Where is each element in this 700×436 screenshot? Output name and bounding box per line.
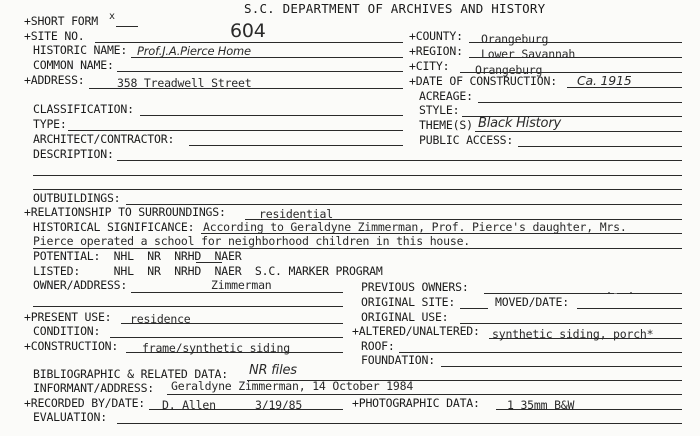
description-line-2	[33, 175, 682, 176]
photographic-label: +PHOTOGRAPHIC DATA:	[352, 396, 480, 410]
significance-value-1: According to Geraldyne Zimmerman, Prof. Pierce's daughter, Mrs.	[203, 220, 627, 234]
foundation-line	[441, 366, 682, 367]
present-use-label: +PRESENT USE:	[24, 310, 112, 324]
owner-label: OWNER/ADDRESS:	[33, 278, 128, 292]
type-line	[68, 130, 403, 131]
moved-date-line	[577, 308, 682, 309]
common-name-line	[117, 71, 403, 72]
description-line-1	[117, 160, 682, 161]
address-line	[89, 88, 403, 89]
public-access-line	[518, 146, 682, 147]
site-no-line	[95, 42, 403, 43]
scan-speck	[630, 292, 632, 293]
evaluation-line	[117, 423, 682, 424]
outbuildings-label: OUTBUILDINGS:	[33, 191, 121, 205]
altered-label: +ALTERED/UNALTERED:	[352, 324, 480, 338]
public-access-label: PUBLIC ACCESS:	[419, 133, 514, 147]
informant-label: INFORMANT/ADDRESS:	[33, 381, 155, 395]
city-label: +CITY:	[409, 59, 450, 73]
informant-line	[167, 394, 682, 395]
owner-value: Zimmerman	[211, 278, 272, 292]
short-form-underline	[116, 26, 138, 27]
theme-value: Black History	[478, 116, 561, 131]
roof-label: ROOF:	[361, 339, 395, 353]
bibliographic-value: NR files	[249, 363, 297, 378]
foundation-label: FOUNDATION:	[361, 353, 435, 367]
recorded-date-value: 3/19/85	[255, 398, 303, 412]
recorded-by-value: D. Allen	[162, 398, 216, 412]
previous-owners-label: PREVIOUS OWNERS:	[361, 280, 469, 294]
city-value: Orangeburg	[475, 63, 543, 77]
address-label: +ADDRESS:	[24, 73, 85, 87]
architect-line	[189, 145, 403, 146]
site-no-value: 604	[230, 20, 266, 42]
owner-line-2	[33, 306, 343, 307]
type-label: TYPE:	[33, 117, 67, 131]
potential-row: POTENTIAL: NHL NR NRHD NAER	[33, 249, 242, 263]
informant-value: Geraldyne Zimmerman, 14 October 1984	[171, 379, 414, 393]
scan-speck	[614, 293, 617, 294]
altered-value: synthetic siding, porch*	[492, 327, 654, 341]
construction-value: frame/synthetic siding	[142, 341, 290, 355]
moved-date-label: MOVED/DATE:	[495, 295, 569, 309]
common-name-label: COMMON NAME:	[33, 58, 114, 72]
acreage-label: ACREAGE:	[419, 89, 473, 103]
original-site-line	[460, 308, 488, 309]
style-label: STYLE:	[419, 103, 460, 117]
original-use-label: ORIGINAL USE:	[361, 310, 449, 324]
county-label: +COUNTY:	[409, 29, 463, 43]
region-value: Lower Savannah	[481, 47, 576, 61]
roof-line	[399, 352, 682, 353]
condition-line	[110, 337, 343, 338]
description-line-3	[33, 189, 682, 190]
evaluation-label: EVALUATION:	[33, 410, 107, 424]
classification-label: CLASSIFICATION:	[33, 102, 134, 116]
page-title: S.C. DEPARTMENT OF ARCHIVES AND HISTORY	[244, 1, 546, 16]
acreage-line	[478, 102, 682, 103]
significance-value-2: Pierce operated a school for neighborhood children in this house.	[33, 234, 471, 248]
historic-name-label: HISTORIC NAME:	[33, 43, 128, 57]
relationship-value: residential	[259, 207, 333, 221]
photographic-value: 1 35mm B&W	[507, 398, 575, 412]
present-use-value: residence	[130, 312, 191, 326]
owner-line-1	[131, 292, 343, 293]
original-use-line	[460, 323, 682, 324]
bibliographic-label: BIBLIOGRAPHIC & RELATED DATA:	[33, 367, 228, 381]
significance-label: HISTORICAL SIGNIFICANCE:	[33, 220, 195, 234]
site-no-label: +SITE NO.	[24, 29, 85, 43]
theme-line	[475, 131, 682, 132]
condition-label: CONDITION:	[33, 324, 101, 338]
region-label: +REGION:	[409, 44, 463, 58]
classification-line	[140, 115, 403, 116]
recorded-label: +RECORDED BY/DATE:	[24, 396, 146, 410]
county-value: Orangeburg	[481, 32, 549, 46]
historic-name-value: Prof.J.A.Pierce Home	[137, 44, 251, 58]
short-form-mark: x	[109, 11, 115, 22]
previous-owners-line	[484, 293, 682, 294]
date-construction-value: Ca. 1915	[577, 73, 632, 88]
listed-row: LISTED: NHL NR NRHD NAER S.C. MARKER PROGRAM	[33, 264, 383, 278]
nrhd-underline	[196, 262, 222, 263]
address-value: 358 Treadwell Street	[117, 76, 252, 90]
date-construction-label: +DATE OF CONSTRUCTION:	[409, 74, 557, 88]
description-label: DESCRIPTION:	[33, 147, 114, 161]
construction-label: +CONSTRUCTION:	[24, 339, 119, 353]
architect-label: ARCHITECT/CONTRACTOR:	[33, 132, 175, 146]
scan-speck	[608, 292, 610, 293]
short-form-label: +SHORT FORM	[24, 14, 98, 28]
theme-label: THEME(S)	[419, 118, 473, 132]
original-site-label: ORIGINAL SITE:	[361, 295, 456, 309]
relationship-label: +RELATIONSHIP TO SURROUNDINGS:	[24, 205, 226, 219]
